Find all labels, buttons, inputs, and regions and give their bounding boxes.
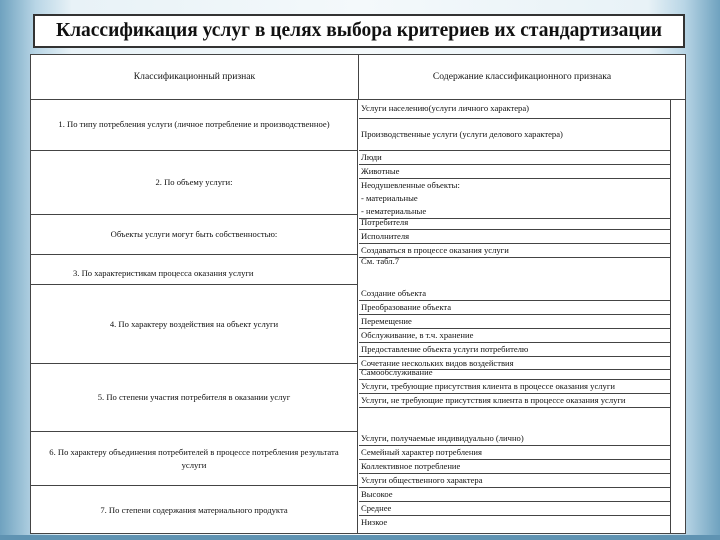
value-cell (359, 99, 670, 119)
value-list-5 (359, 366, 670, 408)
value-item: Сочетание нескольких видов воздействия (359, 357, 670, 371)
header-content: Содержание классификационного признака (359, 55, 685, 100)
value-list-3 (359, 216, 670, 258)
value-item: - нематериальные (359, 205, 670, 219)
value-cell (359, 255, 670, 267)
value-item: Создаваться в процессе оказания услуги (359, 244, 670, 258)
value-item: Неодушевленные объекты: (361, 179, 460, 190)
value-item: Коллективное потребление (359, 460, 670, 474)
value-item: Исполнителя (359, 230, 670, 244)
value-list-7 (359, 488, 670, 529)
value-item: Услуги общественного характера (359, 474, 670, 488)
value-item: Потребителя (359, 216, 670, 230)
value-item: Люди (359, 151, 670, 165)
criterion-cell-7 (31, 486, 358, 534)
criterion-text: 5. По степени участия потребителя в оказании услуг (97, 392, 291, 403)
criterion-text: 1. По типу потребления услуги (личное потребление и производственное) (58, 119, 330, 130)
column-divider (670, 99, 671, 534)
header-criterion: Классификационный признак (31, 55, 359, 100)
criterion-text: Объекты услуги могут быть собственностью: (110, 229, 278, 240)
value-item: Услуги, получаемые индивидуально (лично) (359, 432, 670, 446)
classification-table (30, 54, 686, 534)
criterion-cell-6 (31, 432, 358, 486)
criterion-text: 7. По степени содержания материального продукта (100, 505, 288, 516)
value-item: Низкое (361, 516, 388, 527)
criterion-cell-1 (31, 99, 358, 151)
value-item: Создание объекта (359, 287, 670, 301)
criterion-text: 2. По объему услуги: (155, 177, 233, 188)
criterion-cell-2 (31, 151, 358, 215)
criterion-text: 3. По характеристикам процесса оказания услуги (73, 268, 254, 279)
value-item: Перемещение (359, 315, 670, 329)
value-text: Производственные услуги (услуги делового характера) (361, 129, 563, 140)
value-item: Самообслуживание (359, 366, 670, 380)
value-item: Среднее (359, 502, 670, 516)
value-cell (359, 119, 670, 151)
value-item: Семейный характер потребления (359, 446, 670, 460)
value-item: Высокое (359, 488, 670, 502)
page-title: Классификация услуг в целях выбора критериев их стандартизации (33, 14, 685, 48)
value-text: См. табл.7 (361, 255, 400, 266)
value-item: - материальные (361, 192, 418, 203)
value-item: Услуги, требующие присутствия клиента в процессе оказания услуги (359, 380, 670, 394)
value-item: Преобразование объекта (359, 301, 670, 315)
criterion-text: 4. По характеру воздействия на объект услуги (109, 318, 279, 329)
criterion-cell-3 (31, 215, 358, 255)
criterion-cell-4 (31, 285, 358, 364)
value-list-2 (359, 151, 670, 219)
value-list-6 (359, 432, 670, 488)
value-item: Предоставление объекта услуги потребителю (359, 343, 670, 357)
value-item: Животные (359, 165, 670, 179)
criterion-cell-3b (31, 255, 358, 285)
value-text: Услуги населению(услуги личного характера) (361, 103, 529, 114)
criterion-text: 6. По характеру объединения потребителей в процессе потребления результата услуги (49, 446, 339, 470)
value-list-4 (359, 287, 670, 370)
criterion-cell-5 (31, 364, 358, 432)
value-item: Обслуживание, в т.ч. хранение (359, 329, 670, 343)
value-item: Услуги, не требующие присутствия клиента в процессе оказания услуги (359, 394, 670, 408)
bottom-accent-bar (0, 535, 720, 540)
